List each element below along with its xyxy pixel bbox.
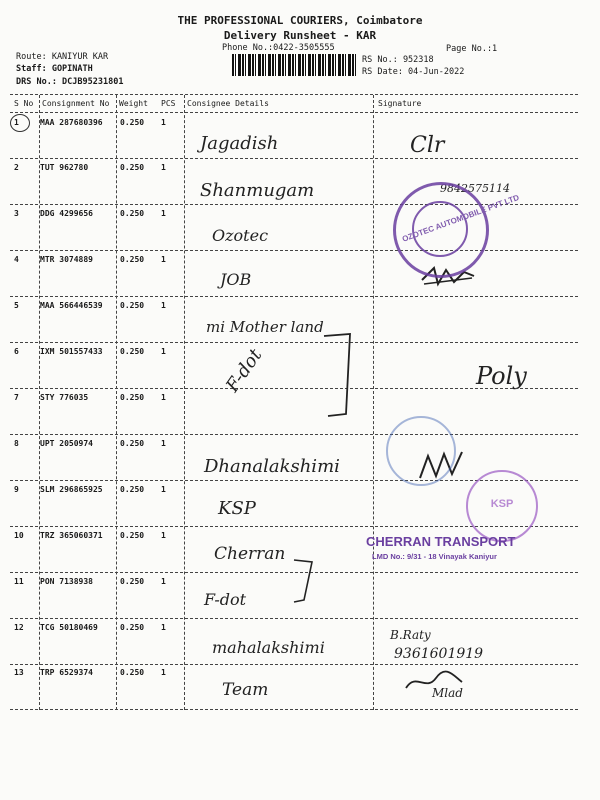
row-consignee: Dhanalakshimi	[204, 456, 340, 477]
row-rule	[10, 388, 578, 389]
row-weight: 0.250	[120, 347, 145, 356]
signature: Poly	[476, 362, 527, 390]
row-sno: 11	[14, 577, 24, 586]
row-consignee: KSP	[218, 498, 256, 519]
row-consignment: TCG 50180469	[40, 623, 98, 632]
row-sno: 8	[14, 439, 19, 448]
signature: Mlad	[432, 686, 463, 700]
bracket-mark	[292, 556, 322, 606]
row-weight: 0.250	[120, 439, 145, 448]
row-sno: 2	[14, 163, 19, 172]
row-consignee: Ozotec	[212, 226, 269, 245]
table-header-rule	[10, 112, 578, 113]
col-signature: Signature	[378, 99, 422, 108]
row-weight: 0.250	[120, 393, 145, 402]
col-weight: Weight	[119, 99, 148, 108]
col-consignment: Consignment No	[42, 99, 110, 108]
row-weight: 0.250	[120, 255, 145, 264]
row-weight: 0.250	[120, 301, 145, 310]
row-consignment: TUT 962780	[40, 163, 89, 172]
row-consignee: Jagadish	[200, 133, 279, 154]
runsheet-title: Delivery Runsheet - KAR	[223, 29, 377, 42]
staff: Staff: GOPINATH	[16, 64, 93, 74]
signature-name: B.Raty	[390, 628, 431, 642]
ksp-stamp	[466, 470, 538, 542]
stamp-text: OZOTEC AUTOMOBILE PVT LTD	[400, 192, 521, 244]
row-sno: 9	[14, 485, 19, 494]
route: Route: KANIYUR KAR	[16, 52, 109, 62]
row-consignee: F-dot	[222, 345, 267, 397]
row-consignee: Shanmugam	[200, 180, 315, 201]
stamp-text: KSP	[490, 498, 514, 510]
rs-date: RS Date: 04-Jun-2022	[362, 67, 465, 77]
faded-stamp	[386, 416, 456, 486]
row-pcs: 1	[161, 118, 166, 127]
signature-scribble	[404, 668, 464, 694]
cherran-stamp: CHERRAN TRANSPORT	[366, 534, 516, 549]
row-weight: 0.250	[120, 118, 145, 127]
row-sno: 4	[14, 255, 19, 264]
row-weight: 0.250	[120, 209, 145, 218]
row-rule	[10, 618, 578, 619]
row-consignment: STY 776035	[40, 393, 89, 402]
row-pcs: 1	[161, 209, 166, 218]
row-sno: 5	[14, 301, 19, 310]
row-consignment: IXM 501557433	[40, 347, 103, 356]
row-sno: 7	[14, 393, 19, 402]
row-sno: 1	[14, 118, 19, 127]
barcode	[232, 54, 356, 76]
col-sno: S No	[14, 99, 34, 108]
row-consignee: mi Mother land	[206, 318, 324, 336]
row-pcs: 1	[161, 439, 166, 448]
row-rule	[10, 296, 578, 297]
row-sno: 6	[14, 347, 19, 356]
col-consignee: Consignee Details	[187, 99, 269, 108]
row-rule	[10, 158, 578, 159]
signature-phone: 9361601919	[394, 646, 484, 662]
row-consignee: Cherran	[214, 544, 286, 564]
row-pcs: 1	[161, 668, 166, 677]
row-consignee: Team	[222, 680, 269, 700]
row-pcs: 1	[161, 301, 166, 310]
row-weight: 0.250	[120, 668, 145, 677]
row-weight: 0.250	[120, 163, 145, 172]
row-pcs: 1	[161, 163, 166, 172]
row-consignment: MAA 566446539	[40, 301, 103, 310]
signature: 9842575114	[440, 182, 510, 195]
phone-number: Phone No.:0422-3505555	[222, 43, 335, 53]
row-pcs: 1	[161, 577, 166, 586]
rs-number: RS No.: 952318	[362, 55, 434, 65]
row-rule	[10, 434, 578, 435]
row-consignment: TRZ 365060371	[40, 531, 103, 540]
page-number: Page No.:1	[446, 44, 498, 54]
row-rule	[10, 250, 578, 251]
row-consignee: F-dot	[204, 590, 247, 609]
row-consignee: mahalakshimi	[212, 638, 325, 657]
row-weight: 0.250	[120, 531, 145, 540]
row-sno: 10	[14, 531, 24, 540]
row-weight: 0.250	[120, 623, 145, 632]
ozotec-stamp	[393, 182, 521, 278]
col-pcs: PCS	[161, 99, 176, 108]
row-consignment: TRP 6529374	[40, 668, 93, 677]
row-weight: 0.250	[120, 485, 145, 494]
row-pcs: 1	[161, 255, 166, 264]
circle-mark	[10, 114, 30, 132]
row-consignment: PON 7138938	[40, 577, 93, 586]
row-pcs: 1	[161, 393, 166, 402]
row-sno: 13	[14, 668, 24, 677]
row-pcs: 1	[161, 347, 166, 356]
bracket-mark	[320, 330, 360, 420]
row-rule	[10, 342, 578, 343]
row-consignee: JOB	[220, 270, 252, 289]
row-weight: 0.250	[120, 577, 145, 586]
row-sno: 3	[14, 209, 19, 218]
row-consignment: SLM 296865925	[40, 485, 103, 494]
table-bottom-rule	[10, 709, 578, 710]
signature: Clr	[410, 133, 445, 158]
row-sno: 12	[14, 623, 24, 632]
row-pcs: 1	[161, 531, 166, 540]
row-pcs: 1	[161, 485, 166, 494]
drs-number: DRS No.: DCJB95231801	[16, 77, 124, 87]
row-consignment: MAA 287680396	[40, 118, 103, 127]
row-rule	[10, 664, 578, 665]
table-top-rule	[10, 94, 578, 95]
row-consignment: DDG 4299656	[40, 209, 93, 218]
row-consignment: MTR 3074889	[40, 255, 93, 264]
cherran-stamp-line: LMD No.: 9/31 - 18 Vinayak Kaniyur	[372, 552, 497, 561]
row-consignment: UPT 2050974	[40, 439, 93, 448]
company-name: THE PROFESSIONAL COURIERS, Coimbatore	[177, 14, 423, 27]
row-pcs: 1	[161, 623, 166, 632]
